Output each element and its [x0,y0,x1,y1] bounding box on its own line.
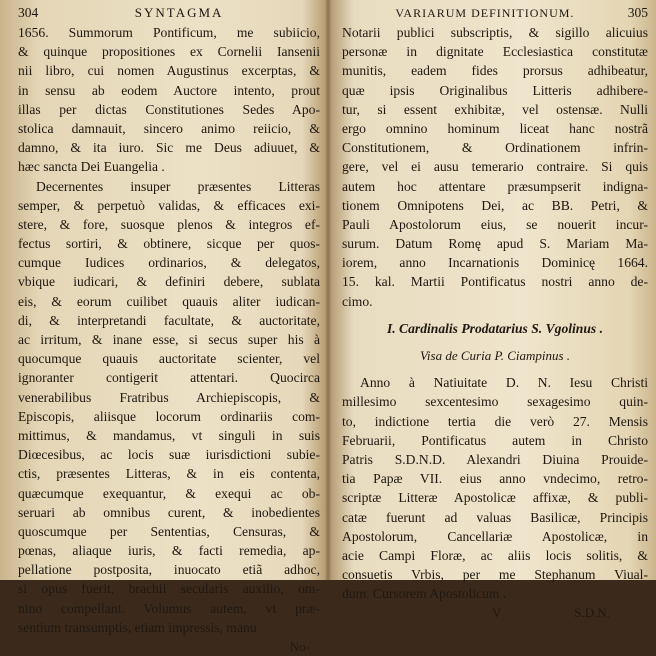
text-line: damno, & ita iuro. Sic me Deus adiuuet, & [18,140,320,156]
text-line: cumque Iudices ordinarios, & delegatos, [18,255,320,271]
text-line: Patris S.D.N.D. Alexandri Diuina Prouide- [342,451,648,467]
right-paragraph-2 [342,373,648,603]
text-line: Pauli Apostolorum eius, se nouerit incur- [342,216,648,232]
text-line: ignoranter contigerit attentari. Quocirca [18,370,320,386]
left-running-head [18,4,320,22]
text-line: venerabilibus Fratribus Archiepiscopis, & [18,389,320,405]
text-line: Februarii, Pontificatus autem in Christo [342,432,648,448]
right-running-head [342,4,648,22]
text-line: millesimo sexcentesimo sexagesimo quin- [342,394,648,410]
text-line: quocumque quauis auctoritate scienter, vel [18,351,320,367]
text-line: scriptæ Litteræ Apostolicæ affixæ, & publi- [342,490,648,506]
text-line: nino compellant. Volumus autem, vt præ- [18,600,320,616]
text-line: quæcumque exequantur, & exequi ac ob- [18,485,320,501]
right-catchword: S.D.N. [574,605,610,621]
signature-prodatarius: I. Cardinalis Prodatarius S. Vgolinus . [386,320,604,336]
left-paragraph-2 [18,177,320,638]
right-head-title: VARIARUM DEFINITIONUM. [395,6,575,20]
left-head-title: SYNTAGMA [134,5,224,20]
text-line: semper, & perpetuò validas, & efficaces exi- [18,197,320,213]
text-line: munitis, eadem fides prorsus adhibeatur, [342,63,648,79]
text-line: si opus fuerit, brachii secularis auxilio, om- [18,581,320,597]
text-line: tionem Omnipotens Dei, ac BB. Petri, & [342,197,648,213]
text-line: cimo. [342,293,373,309]
right-paragraph-1 [342,23,648,311]
text-line: illas per dictas Constitutiones Sedes Apo- [18,101,320,117]
text-line: stolica damnauit, sincero animo reiicio, & [18,120,320,136]
text-line: iorem, anno Incarnationis Dominicę 1664. [342,255,648,271]
right-catchword-row [342,603,648,622]
text-line: 15. kal. Martii Pontificatus nostri anno de- [342,274,648,290]
text-line: tur, si essent exhibitæ, vel ostensæ. Nulli [342,101,648,117]
text-line: Episcopis, aliisque locorum ordinariis com- [18,408,320,424]
text-line: quoscumque per Sententias, Censuras, & [18,523,320,539]
text-line: in sensu ab eodem Auctore intento, prout [18,82,320,98]
text-line: quæ ipsis Originalibus Litteris adhibere- [342,82,648,98]
text-line: pœnas, aliaque iuris, & facti remedia, ap- [18,543,320,559]
left-catchword-row [18,637,320,656]
text-line: di, & interpretandi facultate, & auctoritate, [18,312,320,328]
left-page-number: 304 [18,5,39,20]
text-line: autem hoc attentare præsumpserit indigna- [342,178,648,194]
text-line: Decernentes insuper præsentes Litteras [36,178,320,194]
text-line: pellatione postposita, inuocato etiã adhoc, [18,562,320,578]
text-line: tia Papæ VII. eius anno vndecimo, retro- [342,471,648,487]
text-line: hæc sancta Dei Euangelia . [18,159,165,175]
text-line: mittimus, & mandamus, vt singuli in suis [18,427,320,443]
text-line: consuetis Vrbis, per me Stephanum Viual- [342,567,648,583]
text-line: eis, & eorum cuilibet quauis aliter iudican- [18,293,320,309]
text-line: gere, vel ei ausu temerario contraire. Si quis [342,159,648,175]
text-line: Diœcesibus, ac locis suæ iurisdictioni subie- [18,447,320,463]
signature-visa: Visa de Curia P. Ciampinus . [419,348,571,364]
text-line: Constitutionem, & Ordinationem infrin- [342,140,648,156]
right-page-number: 305 [627,5,648,20]
text-line: vbique iudicari, & definiri debere, sublata [18,274,320,290]
text-line: to, indictione tertia die verò 27. Mensis [342,413,648,429]
text-line: Notarii publici subscriptis, & sigillo alicuius [342,25,648,40]
text-line: Apostolorum, Cancellariæ Apostolicæ, in [342,528,648,544]
text-line: fectus sortiri, & obtinere, sicque per quos- [18,236,320,252]
text-line: stere, & fore, suosque plenos & integros ef- [18,216,320,232]
signature-mark: V [492,605,502,621]
text-line: surum. Datum Romę apud S. Mariam Ma- [342,236,648,252]
text-line: ac irritum, & inane esse, si secus super his à [18,332,320,347]
left-paragraph-1 [18,23,320,177]
text-line: & quinque propositiones ex Cornelii Iansenii [18,44,320,60]
text-line: ergo omnino hominum liceat hanc nostrã [342,120,648,136]
text-line: sentium transumptis, etiam impressis, manu [18,619,257,635]
text-line: nii libro, cui nomen Augustinus excerptas, & [18,63,320,79]
text-line: ctis, præsentes Litteras, & in eis contenta, [18,466,320,482]
text-line: 1656. Summorum Pontificum, me subiicio, [18,25,320,40]
right-page [330,0,656,621]
text-line: seruari ab omnibus curent, & inobedientes [18,504,320,520]
text-line: personæ in dignitate Ecclesiastica constitutæ [342,44,648,60]
text-line: acie Campi Floræ, ac aliis locis solitis, & [342,547,648,563]
text-line: Anno à Natiuitate D. N. Iesu Christi [360,375,648,391]
text-line: dum. Cursorem Apostolicum . [342,586,507,602]
left-catchword: No- [289,639,310,654]
text-line: catæ fuerunt ad valuas Basilicæ, Principis [342,509,648,525]
